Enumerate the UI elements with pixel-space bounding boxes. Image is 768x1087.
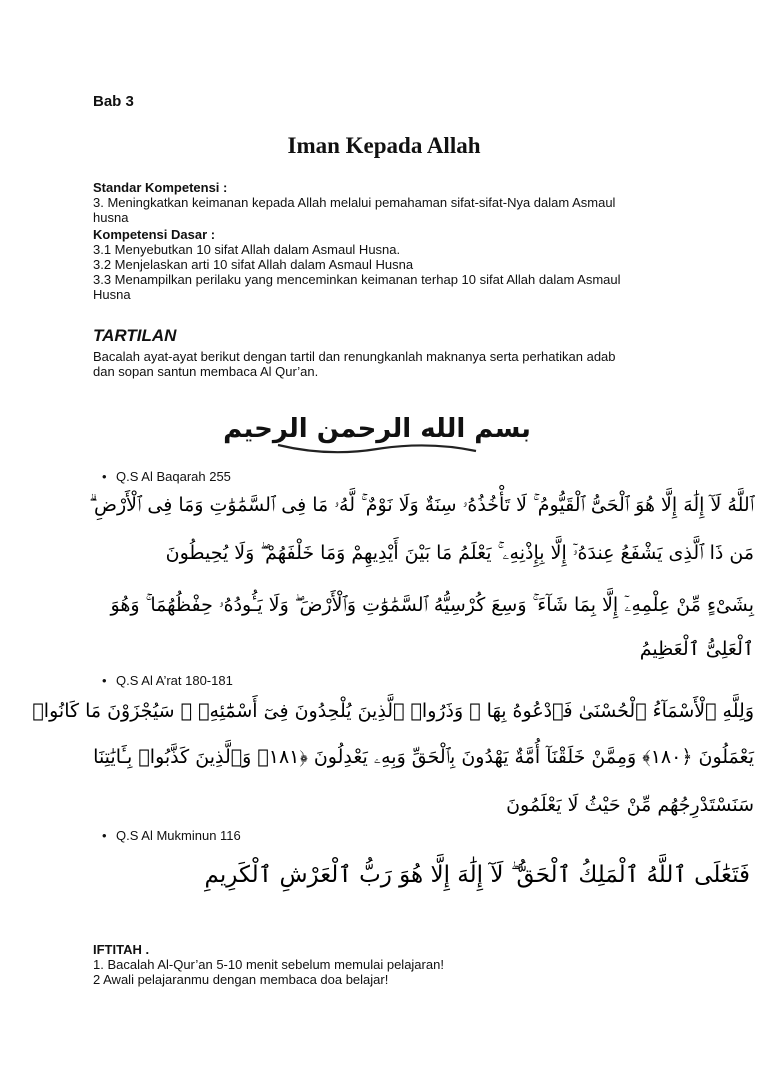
standar-heading: Standar Kompetensi : [93,180,228,195]
tartilan-intro [93,349,693,379]
verse-label: • Q.S Al Baqarah 255 [116,469,231,484]
verse-label: • Q.S Al A’rat 180-181 [116,673,233,688]
arabic-line: بِشَىْءٍ مِّنْ عِلْمِهِۦٓ إِلَّا بِمَا شَآءَ ۚ وَسِعَ كُرْسِيُّهُ ٱلسَّمَٰوَٰتِ وَٱلْأَرْضَ ۖ وَلَا يَـُٔودُهُۥ حِفْظُهُمَا ۚ وَهُوَ [110,594,754,616]
dasar-item: Husna [93,287,131,302]
arabic-line: وَلِلَّهِ ٱلْأَسْمَآءُ ٱلْحُسْنَىٰ فَٱدْعُوهُ بِهَا ۖ وَذَرُوا۟ ٱلَّذِينَ يُلْحِدُونَ فِىٓ أَسْمَٰٓئِهِۦ ۚ سَيُجْزَوْنَ مَا كَانُوا۟ [32,700,754,722]
basmalah-calligraphy [223,393,531,461]
dasar-item: 3.3 Menampilkan perilaku yang menceminkan keimanan terhap 10 sifat Allah dalam Asmaul [93,272,621,287]
verse-mukminun-116 [150,858,750,900]
tartilan-line: Bacalah ayat-ayat berikut dengan tartil dan renungkanlah maknanya serta perhatikan adab [93,349,616,364]
tartilan-line: dan sopan santun membaca Al Qur’an. [93,364,319,379]
iftitah-item: 1. Bacalah Al-Qur’an 5-10 menit sebelum memulai pelajaran! [93,957,444,972]
verse-araf-180-181 [32,698,754,822]
basmalah-text: بسم الله الرحمن الرحيم [223,414,531,444]
dasar-item: 3.2 Menjelaskan arti 10 sifat Allah dalam Asmaul Husna [93,257,414,272]
arabic-line: فَتَعَٰلَى ٱللَّهُ ٱلْمَلِكُ ٱلْحَقُّ ۖ لَآ إِلَٰهَ إِلَّا هُوَ رَبُّ ٱلْعَرْشِ ٱلْكَرِيمِ [204,862,750,888]
iftitah-section [93,942,693,987]
standar-kompetensi [93,180,693,225]
iftitah-heading: IFTITAH . [93,942,150,957]
tartilan-heading: TARTILAN [93,326,177,345]
kompetensi-dasar [93,227,693,302]
page-title: Iman Kepada Allah [287,133,481,158]
dasar-heading: Kompetensi Dasar : [93,227,216,242]
arabic-line: ٱلْعَلِىُّ ٱلْعَظِيمُ [639,638,754,660]
verse-baqarah-255 [89,492,754,664]
dasar-item: 3.1 Menyebutkan 10 sifat Allah dalam Asmaul Husna. [93,242,401,257]
standar-line: 3. Meningkatkan keimanan kepada Allah melalui pemahaman sifat-sifat-Nya dalam Asmaul [93,195,616,210]
chapter-label: Bab 3 [93,93,134,110]
iftitah-item: 2 Awali pelajaranmu dengan membaca doa belajar! [93,972,389,987]
standar-line: husna [93,210,129,225]
arabic-line: ٱللَّهُ لَآ إِلَٰهَ إِلَّا هُوَ ٱلْحَىُّ ٱلْقَيُّومُ ۚ لَا تَأْخُذُهُۥ سِنَةٌ وَلَا نَوْمٌ ۚ لَّهُۥ مَا فِى ٱلسَّمَٰوَٰتِ وَمَا فِى ٱلْأَرْضِ ۗ [89,494,754,516]
arabic-line: يَعْمَلُونَ ﴿١٨٠﴾ وَمِمَّنْ خَلَقْنَآ أُمَّةٌ يَهْدُونَ بِٱلْحَقِّ وَبِهِۦ يَعْدِلُونَ ﴿١٨١﴾ وَٱلَّذِينَ كَذَّبُوا۟ بِـَٔايَٰتِنَا [93,746,754,768]
arabic-line: مَن ذَا ٱلَّذِى يَشْفَعُ عِندَهُۥٓ إِلَّا بِإِذْنِهِۦ ۚ يَعْلَمُ مَا بَيْنَ أَيْدِيهِمْ وَمَا خَلْفَهُمْ ۖ وَلَا يُحِيطُونَ [165,542,754,564]
arabic-line: سَنَسْتَدْرِجُهُم مِّنْ حَيْثُ لَا يَعْلَمُونَ [506,794,754,816]
calligraphy-flourish [278,445,476,452]
verse-label: • Q.S Al Mukminun 116 [116,828,241,843]
